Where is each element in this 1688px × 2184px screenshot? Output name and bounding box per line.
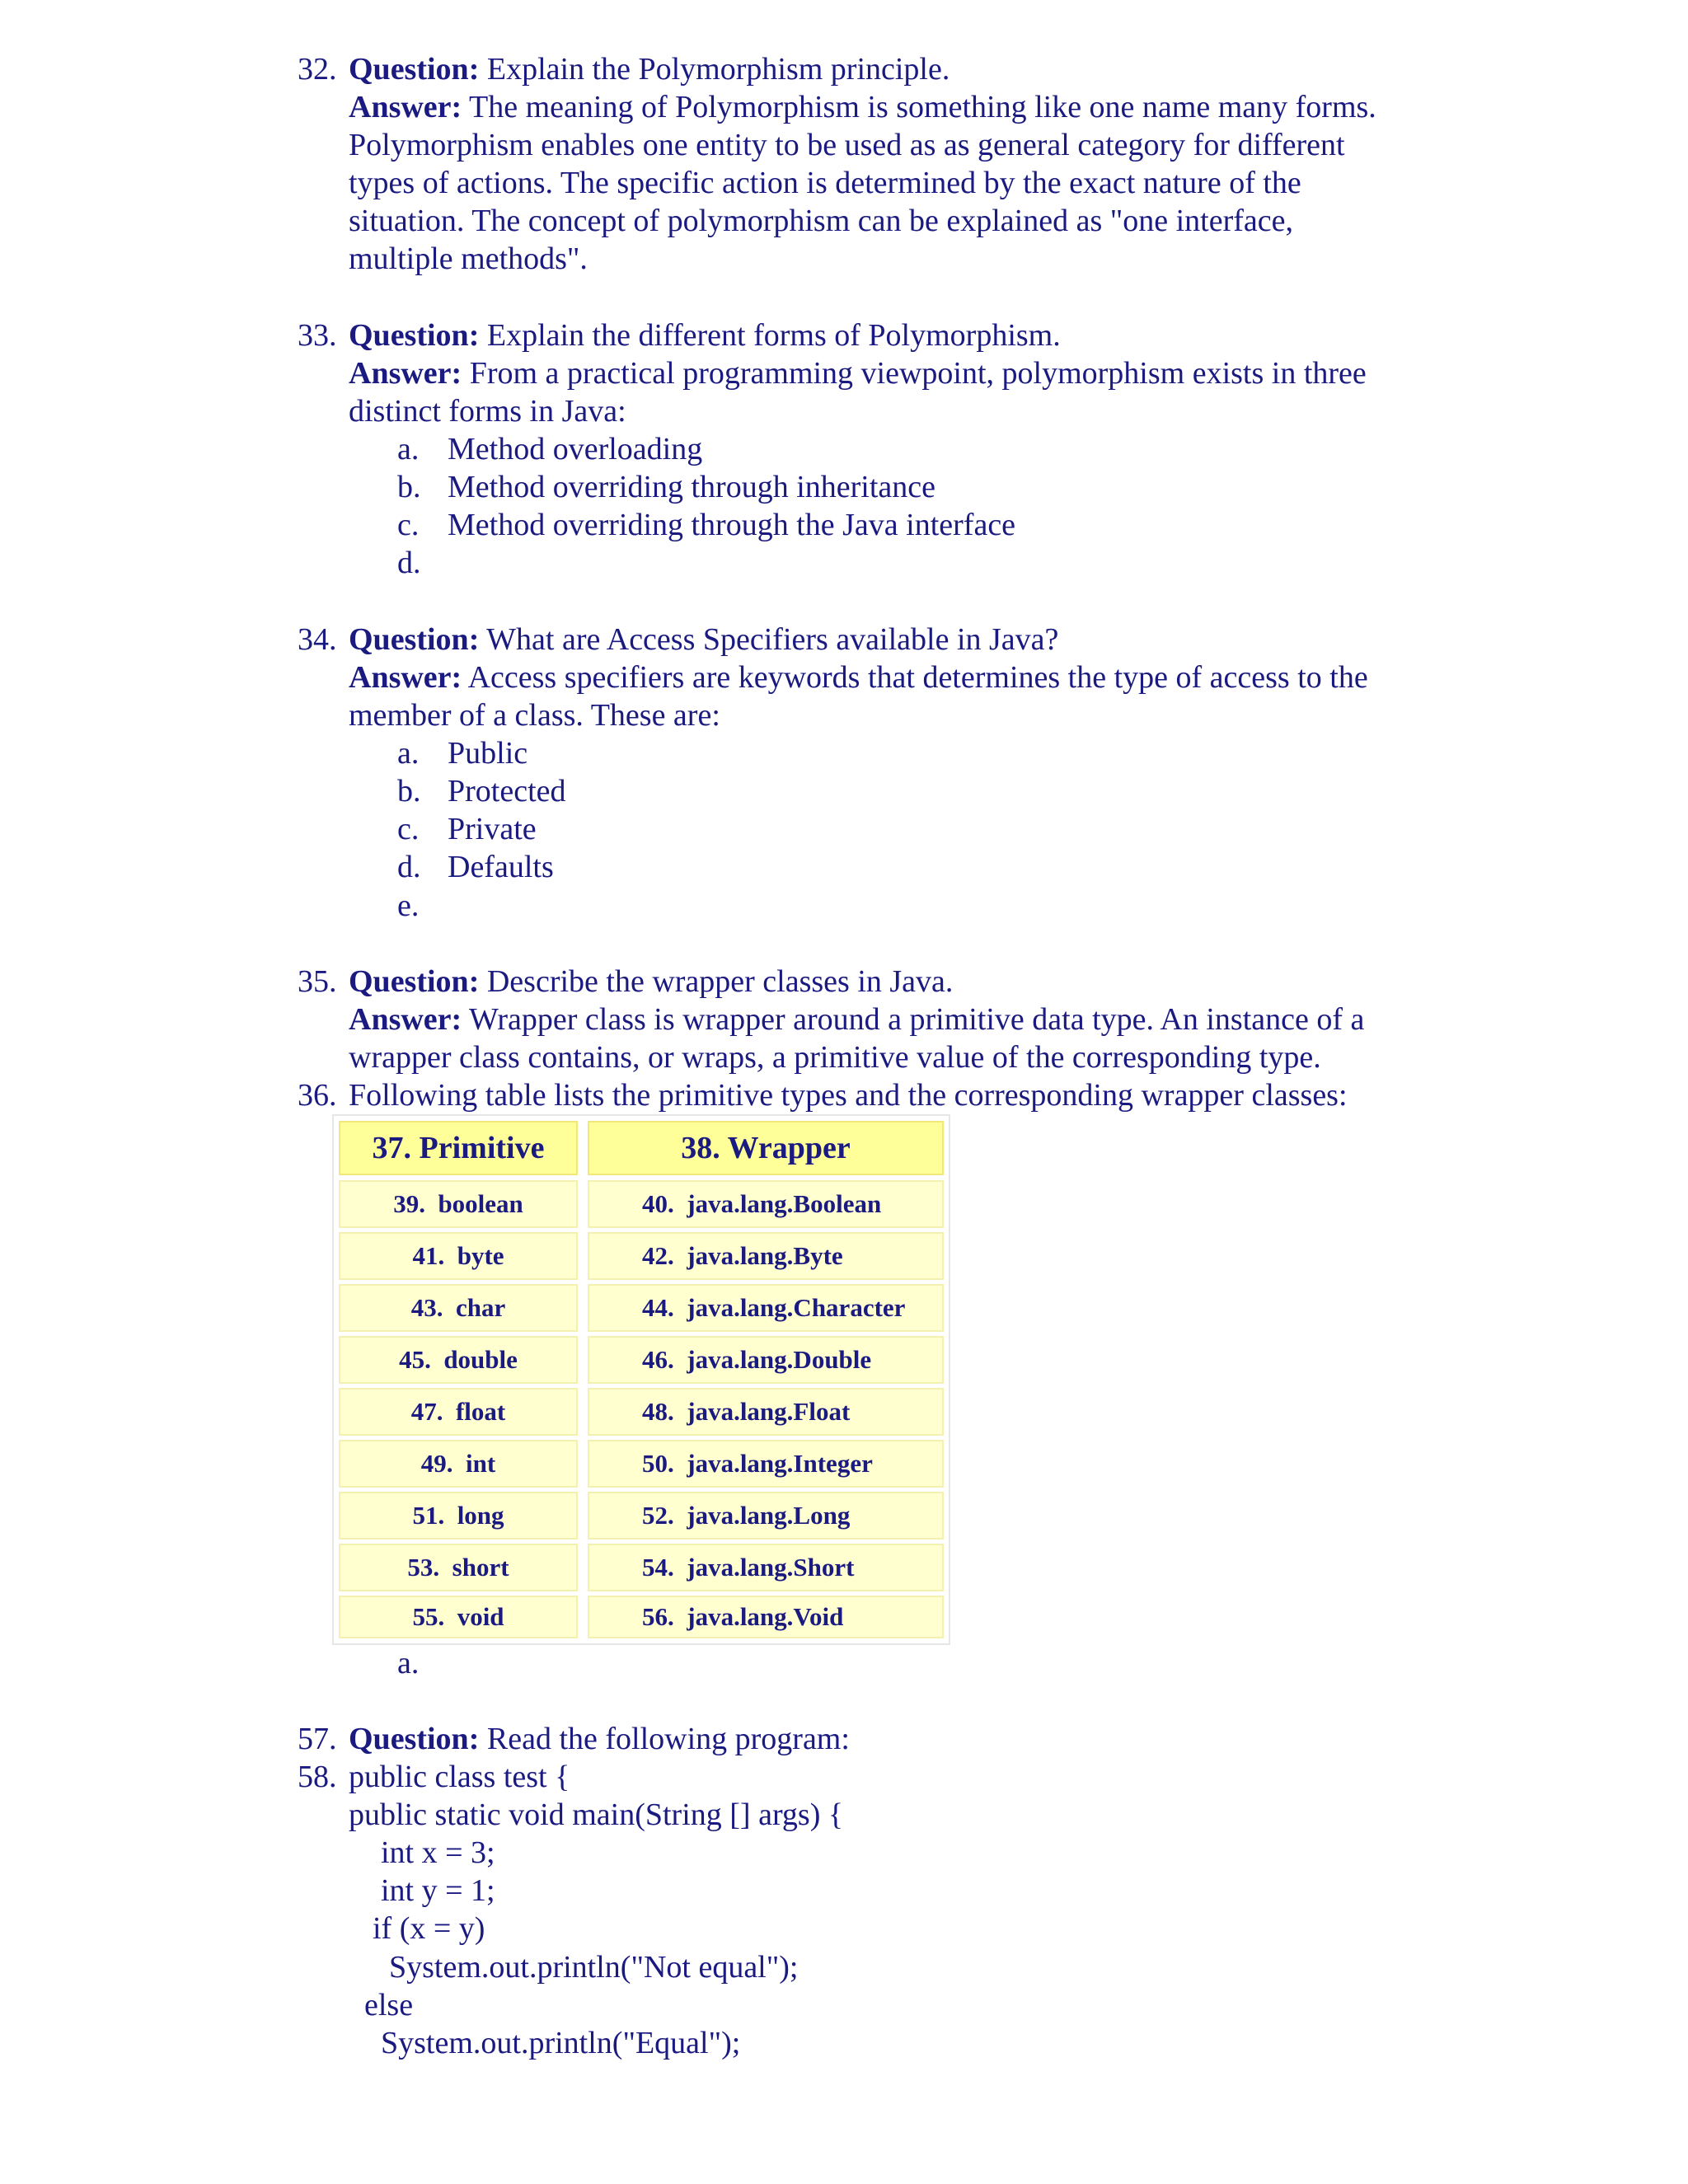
item-number: 34. — [298, 622, 337, 657]
answer-text: wrapper class contains, or wraps, a primitive value of the corresponding type. — [349, 1040, 1321, 1075]
answer-text: multiple methods". — [349, 241, 588, 276]
question-line — [349, 316, 1061, 354]
list-item: Private — [448, 812, 537, 846]
code-line: if (x = y) — [373, 1911, 485, 1946]
list-item: Method overriding through the Java interface — [448, 508, 1016, 542]
answer-line — [349, 1001, 1364, 1038]
question-line — [349, 621, 1058, 658]
list-item: Method overloading — [448, 432, 703, 466]
table-cell-primitive: 39. boolean — [339, 1180, 578, 1228]
item-number: 58. — [298, 1760, 337, 1794]
list-item-letter: a. — [397, 736, 420, 771]
table-cell-primitive: 43. char — [339, 1284, 578, 1332]
answer-label: Answer: — [349, 660, 462, 695]
question-text: Describe the wrapper classes in Java. — [479, 964, 954, 999]
table-cell-primitive: 45. double — [339, 1336, 578, 1384]
item-number: 35. — [298, 964, 337, 999]
item-number: 32. — [298, 52, 337, 87]
code-line: System.out.println("Equal"); — [381, 2026, 741, 2060]
list-item-letter: c. — [397, 508, 420, 542]
answer-text: types of actions. The specific action is determined by the exact nature of the — [349, 166, 1301, 200]
code-line: int x = 3; — [381, 1835, 495, 1870]
code-line: public static void main(String [] args) { — [349, 1797, 844, 1832]
list-item: Public — [448, 736, 528, 771]
item-number: 33. — [298, 318, 337, 353]
answer-text: situation. The concept of polymorphism can be explained as "one interface, — [349, 204, 1293, 238]
question-label: Question: — [349, 964, 480, 999]
list-item: Method overriding through inheritance — [448, 470, 936, 504]
answer-label: Answer: — [349, 356, 462, 391]
table-cell-wrapper: 44. java.lang.Character — [588, 1284, 944, 1332]
list-item-letter: b. — [397, 774, 421, 808]
answer-text: The meaning of Polymorphism is something like one name many forms. — [462, 90, 1376, 124]
table-header-wrapper: 38. Wrapper — [588, 1121, 944, 1175]
item-number: 57. — [298, 1722, 337, 1756]
answer-label: Answer: — [349, 90, 462, 124]
question-label: Question: — [349, 52, 480, 87]
table-cell-primitive: 41. byte — [339, 1232, 578, 1280]
table-cell-primitive: 49. int — [339, 1440, 578, 1488]
answer-line — [349, 658, 1368, 696]
list-item-letter: d. — [397, 546, 421, 580]
code-line: public class test { — [349, 1760, 570, 1794]
question-text: Explain the Polymorphism principle. — [479, 52, 950, 87]
question-label: Question: — [349, 1722, 480, 1756]
code-line: System.out.println("Not equal"); — [389, 1950, 799, 1985]
list-item-letter: c. — [397, 812, 420, 846]
question-text: Read the following program: — [479, 1722, 850, 1756]
question-label: Question: — [349, 622, 480, 657]
table-intro-text: Following table lists the primitive types and the corresponding wrapper classes: — [349, 1078, 1348, 1113]
question-line — [349, 963, 953, 1001]
answer-line — [349, 88, 1376, 126]
answer-text: distinct forms in Java: — [349, 394, 626, 429]
list-item: Defaults — [448, 850, 554, 884]
answer-text: Wrapper class is wrapper around a primitive data type. An instance of a — [462, 1002, 1365, 1037]
item-number: 36. — [298, 1078, 337, 1113]
table-cell-wrapper: 46. java.lang.Double — [588, 1336, 944, 1384]
table-cell-wrapper: 42. java.lang.Byte — [588, 1232, 944, 1280]
question-text: What are Access Specifiers available in Java? — [479, 622, 1059, 657]
table-cell-primitive: 47. float — [339, 1388, 578, 1436]
code-line: else — [364, 1988, 414, 2022]
table-cell-wrapper: 52. java.lang.Long — [588, 1492, 944, 1540]
list-item-letter: e. — [397, 888, 420, 923]
answer-text: Polymorphism enables one entity to be used as as general category for different — [349, 128, 1345, 162]
table-cell-wrapper: 54. java.lang.Short — [588, 1544, 944, 1591]
answer-text: From a practical programming viewpoint, polymorphism exists in three — [462, 356, 1367, 391]
list-item-letter: d. — [397, 850, 421, 884]
list-item-letter: b. — [397, 470, 421, 504]
table-cell-wrapper: 40. java.lang.Boolean — [588, 1180, 944, 1228]
table-cell-wrapper: 48. java.lang.Float — [588, 1388, 944, 1436]
answer-text: Access specifiers are keywords that determines the type of access to the — [462, 660, 1368, 695]
list-item: Protected — [448, 774, 566, 808]
table-cell-wrapper: 56. java.lang.Void — [588, 1596, 944, 1638]
table-cell-wrapper: 50. java.lang.Integer — [588, 1440, 944, 1488]
question-line — [349, 50, 950, 88]
question-line — [349, 1720, 850, 1758]
table-cell-primitive: 51. long — [339, 1492, 578, 1540]
answer-label: Answer: — [349, 1002, 462, 1037]
table-cell-primitive: 53. short — [339, 1544, 578, 1591]
table-cell-primitive: 55. void — [339, 1596, 578, 1638]
question-text: Explain the different forms of Polymorphism. — [479, 318, 1061, 353]
table-header-primitive: 37. Primitive — [339, 1121, 578, 1175]
list-item-letter: a. — [397, 432, 420, 466]
question-label: Question: — [349, 318, 480, 353]
list-item-letter: a. — [397, 1646, 420, 1680]
answer-line — [349, 354, 1367, 392]
answer-text: member of a class. These are: — [349, 698, 720, 733]
wrapper-classes-table — [332, 1114, 950, 1645]
code-line: int y = 1; — [381, 1873, 495, 1908]
